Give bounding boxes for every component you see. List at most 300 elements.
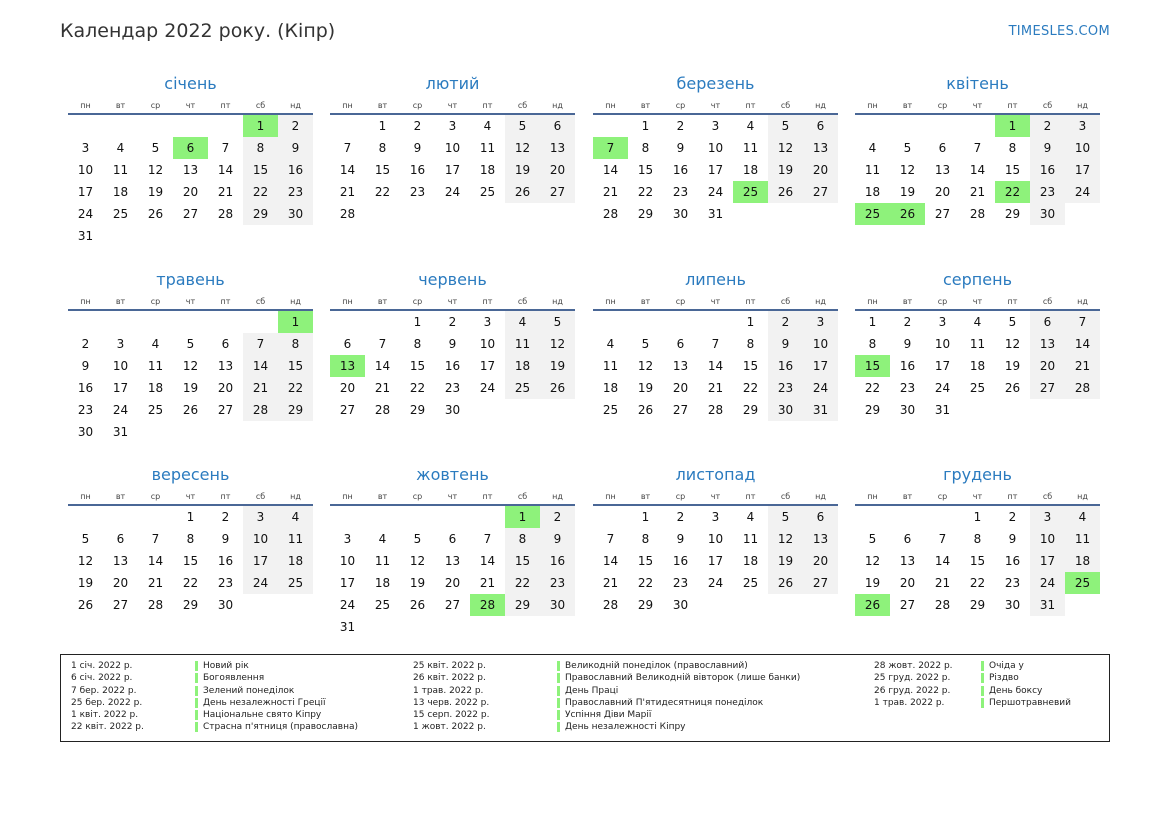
day-cell: 5 bbox=[768, 506, 803, 528]
site-link[interactable]: TIMESLES.COM bbox=[1008, 24, 1110, 39]
day-cell: 10 bbox=[934, 337, 951, 351]
day-cell: 18 bbox=[742, 163, 759, 177]
day-cell: 28 bbox=[374, 403, 391, 417]
legend-names-col-3 bbox=[989, 660, 1071, 709]
day-cell: 22 bbox=[969, 576, 986, 590]
legend-marker bbox=[195, 672, 198, 684]
empty-cell bbox=[365, 506, 400, 528]
day-cell: 3 bbox=[803, 311, 838, 333]
day-cell: 23 bbox=[409, 185, 426, 199]
weekday-header: сб bbox=[1030, 95, 1065, 115]
day-cell: 21 bbox=[217, 185, 234, 199]
day-cell: 8 bbox=[278, 333, 313, 355]
day-cell: 10 bbox=[77, 163, 94, 177]
day-cell: 20 bbox=[1030, 355, 1065, 377]
legend-marker bbox=[557, 709, 560, 721]
empty-cell bbox=[960, 115, 995, 137]
day-cell: 18 bbox=[505, 355, 540, 377]
day-cell: 7 bbox=[243, 333, 278, 355]
day-cell: 25 bbox=[112, 207, 129, 221]
day-cell: 26 bbox=[147, 207, 164, 221]
day-cell: 11 bbox=[147, 359, 164, 373]
legend-dates-col-3 bbox=[874, 660, 953, 709]
month-name: вересень bbox=[151, 465, 230, 484]
day-cell: 2 bbox=[768, 311, 803, 333]
day-cell: 25 bbox=[479, 185, 496, 199]
day-cell: 4 bbox=[868, 141, 877, 155]
day-cell: 13 bbox=[803, 528, 838, 550]
day-cell: 6 bbox=[221, 337, 230, 351]
day-cell: 15 bbox=[637, 554, 654, 568]
weekday-header: сб bbox=[243, 95, 278, 115]
day-cell: 12 bbox=[768, 528, 803, 550]
day-cell: 5 bbox=[81, 532, 90, 546]
empty-cell bbox=[855, 115, 890, 137]
day-cell: 5 bbox=[186, 337, 195, 351]
weekday-header: пт bbox=[470, 95, 505, 115]
month-3 bbox=[593, 73, 838, 225]
day-cell: 20 bbox=[934, 185, 951, 199]
month-grid bbox=[330, 486, 575, 638]
day-cell: 17 bbox=[1030, 550, 1065, 572]
holiday-day-cell: 1 bbox=[505, 506, 540, 528]
day-cell: 26 bbox=[768, 572, 803, 594]
day-cell: 7 bbox=[973, 141, 982, 155]
day-cell: 15 bbox=[278, 355, 313, 377]
weekday-header: ср bbox=[400, 291, 435, 311]
day-cell: 27 bbox=[899, 598, 916, 612]
legend-names-col-2 bbox=[565, 660, 800, 734]
day-cell: 29 bbox=[409, 403, 426, 417]
weekday-header: сб bbox=[1030, 486, 1065, 506]
day-cell: 2 bbox=[1008, 510, 1017, 524]
day-cell: 14 bbox=[217, 163, 234, 177]
day-cell: 31 bbox=[1030, 594, 1065, 616]
day-cell: 5 bbox=[151, 141, 160, 155]
day-cell: 3 bbox=[711, 119, 720, 133]
month-4 bbox=[855, 73, 1100, 225]
day-cell: 9 bbox=[81, 359, 90, 373]
day-cell: 7 bbox=[938, 532, 947, 546]
empty-cell bbox=[208, 115, 243, 137]
day-cell: 23 bbox=[672, 185, 689, 199]
day-cell: 17 bbox=[707, 554, 724, 568]
day-cell: 25 bbox=[374, 598, 391, 612]
weekday-header: ср bbox=[925, 486, 960, 506]
day-cell: 14 bbox=[147, 554, 164, 568]
day-cell: 19 bbox=[409, 576, 426, 590]
day-cell: 12 bbox=[409, 554, 426, 568]
day-cell: 20 bbox=[182, 185, 199, 199]
legend-marker bbox=[557, 685, 560, 697]
day-cell: 29 bbox=[1004, 207, 1021, 221]
weekday-header: вт bbox=[365, 486, 400, 506]
empty-cell bbox=[470, 506, 505, 528]
day-cell: 22 bbox=[278, 377, 313, 399]
day-cell: 2 bbox=[676, 119, 685, 133]
month-name: липень bbox=[685, 270, 746, 289]
day-cell: 2 bbox=[221, 510, 230, 524]
empty-cell bbox=[138, 115, 173, 137]
day-cell: 14 bbox=[602, 554, 619, 568]
day-cell: 30 bbox=[768, 399, 803, 421]
day-cell: 28 bbox=[934, 598, 951, 612]
empty-cell bbox=[400, 506, 435, 528]
day-cell: 14 bbox=[969, 163, 986, 177]
day-cell: 4 bbox=[746, 119, 755, 133]
day-cell: 18 bbox=[742, 554, 759, 568]
month-8 bbox=[855, 269, 1100, 421]
day-cell: 27 bbox=[540, 181, 575, 203]
day-cell: 20 bbox=[540, 159, 575, 181]
month-5 bbox=[68, 269, 313, 443]
day-cell: 21 bbox=[707, 381, 724, 395]
day-cell: 27 bbox=[803, 572, 838, 594]
day-cell: 3 bbox=[448, 119, 457, 133]
day-cell: 11 bbox=[1065, 528, 1100, 550]
empty-cell bbox=[138, 311, 173, 333]
month-name: лютий bbox=[425, 74, 480, 93]
day-cell: 27 bbox=[217, 403, 234, 417]
holiday-day-cell: 1 bbox=[278, 311, 313, 333]
weekday-header: нд bbox=[540, 291, 575, 311]
day-cell: 18 bbox=[602, 381, 619, 395]
holiday-day-cell: 22 bbox=[995, 181, 1030, 203]
weekday-header: чт bbox=[173, 291, 208, 311]
day-cell: 30 bbox=[540, 594, 575, 616]
weekday-header: чт bbox=[173, 486, 208, 506]
day-cell: 9 bbox=[221, 532, 230, 546]
weekday-header: ср bbox=[663, 95, 698, 115]
day-cell: 10 bbox=[1030, 528, 1065, 550]
day-cell: 28 bbox=[147, 598, 164, 612]
holiday-day-cell: 28 bbox=[470, 594, 505, 616]
day-cell: 7 bbox=[221, 141, 230, 155]
day-cell: 16 bbox=[77, 381, 94, 395]
legend-holiday-name: Великодній понеділок (православний) bbox=[565, 661, 748, 671]
day-cell: 17 bbox=[444, 163, 461, 177]
day-cell: 6 bbox=[540, 115, 575, 137]
day-cell: 27 bbox=[339, 403, 356, 417]
weekday-header: ср bbox=[663, 486, 698, 506]
legend-marker bbox=[557, 672, 560, 684]
empty-cell bbox=[103, 311, 138, 333]
day-cell: 4 bbox=[606, 337, 615, 351]
day-cell: 9 bbox=[676, 532, 685, 546]
weekday-header: пт bbox=[733, 291, 768, 311]
day-cell: 15 bbox=[1004, 163, 1021, 177]
day-cell: 28 bbox=[339, 207, 356, 221]
day-cell: 13 bbox=[1030, 333, 1065, 355]
day-cell: 7 bbox=[378, 337, 387, 351]
weekday-header: пн bbox=[855, 291, 890, 311]
empty-cell bbox=[173, 115, 208, 137]
empty-cell bbox=[663, 311, 698, 333]
day-cell: 7 bbox=[711, 337, 720, 351]
legend-date: 6 січ. 2022 р. bbox=[71, 673, 133, 684]
day-cell: 28 bbox=[217, 207, 234, 221]
day-cell: 1 bbox=[641, 119, 650, 133]
day-cell: 15 bbox=[742, 359, 759, 373]
day-cell: 3 bbox=[243, 506, 278, 528]
month-grid bbox=[68, 486, 313, 616]
weekday-header: вт bbox=[365, 291, 400, 311]
weekday-header: пн bbox=[855, 95, 890, 115]
day-cell: 20 bbox=[803, 159, 838, 181]
month-grid bbox=[593, 486, 838, 616]
day-cell: 27 bbox=[1030, 377, 1065, 399]
weekday-header: нд bbox=[1065, 486, 1100, 506]
day-cell: 19 bbox=[77, 576, 94, 590]
day-cell: 23 bbox=[768, 377, 803, 399]
day-cell: 8 bbox=[641, 532, 650, 546]
empty-cell bbox=[330, 506, 365, 528]
month-grid bbox=[330, 95, 575, 225]
day-cell: 31 bbox=[339, 620, 356, 634]
day-cell: 30 bbox=[1004, 598, 1021, 612]
legend-holiday-name: Новий рік bbox=[203, 661, 249, 671]
day-cell: 12 bbox=[637, 359, 654, 373]
day-cell: 14 bbox=[339, 163, 356, 177]
day-cell: 5 bbox=[768, 115, 803, 137]
day-cell: 15 bbox=[182, 554, 199, 568]
day-cell: 18 bbox=[969, 359, 986, 373]
weekday-header: пн bbox=[68, 95, 103, 115]
month-grid bbox=[593, 291, 838, 421]
empty-cell bbox=[330, 115, 365, 137]
day-cell: 10 bbox=[479, 337, 496, 351]
empty-cell bbox=[925, 115, 960, 137]
day-cell: 27 bbox=[934, 207, 951, 221]
empty-cell bbox=[68, 506, 103, 528]
day-cell: 11 bbox=[864, 163, 881, 177]
legend-marker bbox=[981, 685, 984, 697]
weekday-header: пт bbox=[470, 486, 505, 506]
day-cell: 22 bbox=[864, 381, 881, 395]
day-cell: 13 bbox=[672, 359, 689, 373]
weekday-header: пн bbox=[855, 486, 890, 506]
weekday-header: сб bbox=[505, 486, 540, 506]
day-cell: 12 bbox=[899, 163, 916, 177]
weekday-header: нд bbox=[803, 291, 838, 311]
empty-cell bbox=[243, 311, 278, 333]
day-cell: 24 bbox=[444, 185, 461, 199]
day-cell: 27 bbox=[803, 181, 838, 203]
weekday-header: ср bbox=[400, 95, 435, 115]
day-cell: 29 bbox=[637, 207, 654, 221]
day-cell: 8 bbox=[868, 337, 877, 351]
day-cell: 29 bbox=[243, 203, 278, 225]
day-cell: 19 bbox=[540, 355, 575, 377]
day-cell: 21 bbox=[602, 185, 619, 199]
month-name: квітень bbox=[946, 74, 1009, 93]
day-cell: 30 bbox=[672, 598, 689, 612]
legend-marker bbox=[195, 721, 198, 733]
day-cell: 9 bbox=[676, 141, 685, 155]
weekday-header: чт bbox=[960, 291, 995, 311]
day-cell: 1 bbox=[413, 315, 422, 329]
weekday-header: вт bbox=[103, 95, 138, 115]
weekday-header: вт bbox=[103, 291, 138, 311]
legend-date: 7 бер. 2022 р. bbox=[71, 685, 137, 696]
day-cell: 6 bbox=[343, 337, 352, 351]
day-cell: 8 bbox=[243, 137, 278, 159]
weekday-header: чт bbox=[435, 291, 470, 311]
day-cell: 15 bbox=[637, 163, 654, 177]
day-cell: 3 bbox=[483, 315, 492, 329]
month-name: листопад bbox=[675, 465, 756, 484]
day-cell: 1 bbox=[746, 315, 755, 329]
day-cell: 16 bbox=[1004, 554, 1021, 568]
day-cell: 8 bbox=[505, 528, 540, 550]
legend-date: 1 жовт. 2022 р. bbox=[413, 722, 486, 733]
day-cell: 2 bbox=[413, 119, 422, 133]
day-cell: 21 bbox=[479, 576, 496, 590]
day-cell: 2 bbox=[903, 315, 912, 329]
day-cell: 19 bbox=[182, 381, 199, 395]
legend-marker bbox=[557, 697, 560, 709]
legend-date: 25 груд. 2022 р. bbox=[874, 673, 951, 684]
day-cell: 22 bbox=[505, 572, 540, 594]
day-cell: 25 bbox=[278, 572, 313, 594]
weekday-header: сб bbox=[768, 291, 803, 311]
legend-holiday-name: Богоявлення bbox=[203, 673, 265, 684]
legend-date: 15 серп. 2022 р. bbox=[413, 710, 490, 721]
day-cell: 16 bbox=[409, 163, 426, 177]
legend-holiday-name: Православний Великодній вівторок (лише банки) bbox=[565, 673, 801, 684]
day-cell: 11 bbox=[479, 141, 496, 155]
day-cell: 7 bbox=[606, 532, 615, 546]
day-cell: 13 bbox=[934, 163, 951, 177]
holiday-day-cell: 1 bbox=[995, 115, 1030, 137]
day-cell: 12 bbox=[768, 137, 803, 159]
day-cell: 11 bbox=[969, 337, 986, 351]
weekday-header: пт bbox=[733, 486, 768, 506]
day-cell: 6 bbox=[676, 337, 685, 351]
month-name: серпень bbox=[943, 270, 1012, 289]
legend-date: 26 груд. 2022 р. bbox=[874, 685, 951, 696]
month-name: жовтень bbox=[416, 465, 489, 484]
day-cell: 4 bbox=[378, 532, 387, 546]
weekday-header: нд bbox=[278, 95, 313, 115]
weekday-header: нд bbox=[540, 95, 575, 115]
day-cell: 1 bbox=[973, 510, 982, 524]
day-cell: 22 bbox=[182, 576, 199, 590]
day-cell: 12 bbox=[77, 554, 94, 568]
day-cell: 1 bbox=[378, 119, 387, 133]
day-cell: 16 bbox=[1030, 159, 1065, 181]
day-cell: 17 bbox=[112, 381, 129, 395]
day-cell: 15 bbox=[969, 554, 986, 568]
month-grid bbox=[330, 291, 575, 421]
day-cell: 12 bbox=[147, 163, 164, 177]
day-cell: 8 bbox=[378, 141, 387, 155]
day-cell: 8 bbox=[973, 532, 982, 546]
day-cell: 20 bbox=[339, 381, 356, 395]
day-cell: 18 bbox=[374, 576, 391, 590]
month-name: березень bbox=[676, 74, 755, 93]
day-cell: 15 bbox=[409, 359, 426, 373]
day-cell: 28 bbox=[969, 207, 986, 221]
empty-cell bbox=[365, 311, 400, 333]
day-cell: 29 bbox=[278, 399, 313, 421]
weekday-header: вт bbox=[890, 486, 925, 506]
day-cell: 6 bbox=[803, 115, 838, 137]
day-cell: 24 bbox=[707, 185, 724, 199]
day-cell: 15 bbox=[243, 159, 278, 181]
holiday-day-cell: 25 bbox=[1065, 572, 1100, 594]
day-cell: 11 bbox=[742, 532, 759, 546]
day-cell: 17 bbox=[479, 359, 496, 373]
day-cell: 5 bbox=[868, 532, 877, 546]
weekday-header: чт bbox=[698, 291, 733, 311]
day-cell: 11 bbox=[112, 163, 129, 177]
day-cell: 3 bbox=[343, 532, 352, 546]
day-cell: 20 bbox=[803, 550, 838, 572]
day-cell: 16 bbox=[899, 359, 916, 373]
legend-marker bbox=[557, 721, 560, 733]
holiday-day-cell: 13 bbox=[330, 355, 365, 377]
day-cell: 9 bbox=[1030, 137, 1065, 159]
day-cell: 5 bbox=[540, 311, 575, 333]
day-cell: 18 bbox=[479, 163, 496, 177]
day-cell: 1 bbox=[868, 315, 877, 329]
day-cell: 7 bbox=[483, 532, 492, 546]
day-cell: 10 bbox=[243, 528, 278, 550]
weekday-header: ср bbox=[138, 95, 173, 115]
empty-cell bbox=[890, 506, 925, 528]
weekday-header: нд bbox=[1065, 291, 1100, 311]
legend-holiday-name: День незалежності Греції bbox=[203, 697, 326, 708]
day-cell: 17 bbox=[77, 185, 94, 199]
month-grid bbox=[593, 95, 838, 225]
day-cell: 30 bbox=[1030, 203, 1065, 225]
day-cell: 4 bbox=[746, 510, 755, 524]
day-cell: 3 bbox=[1065, 115, 1100, 137]
day-cell: 22 bbox=[637, 576, 654, 590]
day-cell: 7 bbox=[343, 141, 352, 155]
day-cell: 10 bbox=[112, 359, 129, 373]
legend-date: 25 бер. 2022 р. bbox=[71, 697, 143, 708]
weekday-header: чт bbox=[435, 95, 470, 115]
day-cell: 19 bbox=[768, 159, 803, 181]
day-cell: 30 bbox=[77, 425, 94, 439]
day-cell: 9 bbox=[448, 337, 457, 351]
day-cell: 2 bbox=[540, 506, 575, 528]
holiday-day-cell: 26 bbox=[855, 594, 890, 616]
day-cell: 20 bbox=[217, 381, 234, 395]
legend-markers-col-1 bbox=[195, 660, 198, 734]
weekday-header: нд bbox=[803, 95, 838, 115]
day-cell: 22 bbox=[374, 185, 391, 199]
day-cell: 26 bbox=[77, 598, 94, 612]
day-cell: 19 bbox=[1004, 359, 1021, 373]
weekday-header: ср bbox=[400, 486, 435, 506]
legend-marker bbox=[981, 697, 984, 709]
day-cell: 2 bbox=[81, 337, 90, 351]
empty-cell bbox=[698, 311, 733, 333]
legend-holiday-name: День боксу bbox=[989, 685, 1043, 696]
empty-cell bbox=[103, 506, 138, 528]
weekday-header: нд bbox=[1065, 95, 1100, 115]
day-cell: 16 bbox=[768, 355, 803, 377]
day-cell: 8 bbox=[746, 337, 755, 351]
weekday-header: чт bbox=[698, 95, 733, 115]
day-cell: 11 bbox=[602, 359, 619, 373]
day-cell: 26 bbox=[505, 181, 540, 203]
legend-holiday-name: Різдво bbox=[989, 673, 1019, 684]
day-cell: 17 bbox=[934, 359, 951, 373]
